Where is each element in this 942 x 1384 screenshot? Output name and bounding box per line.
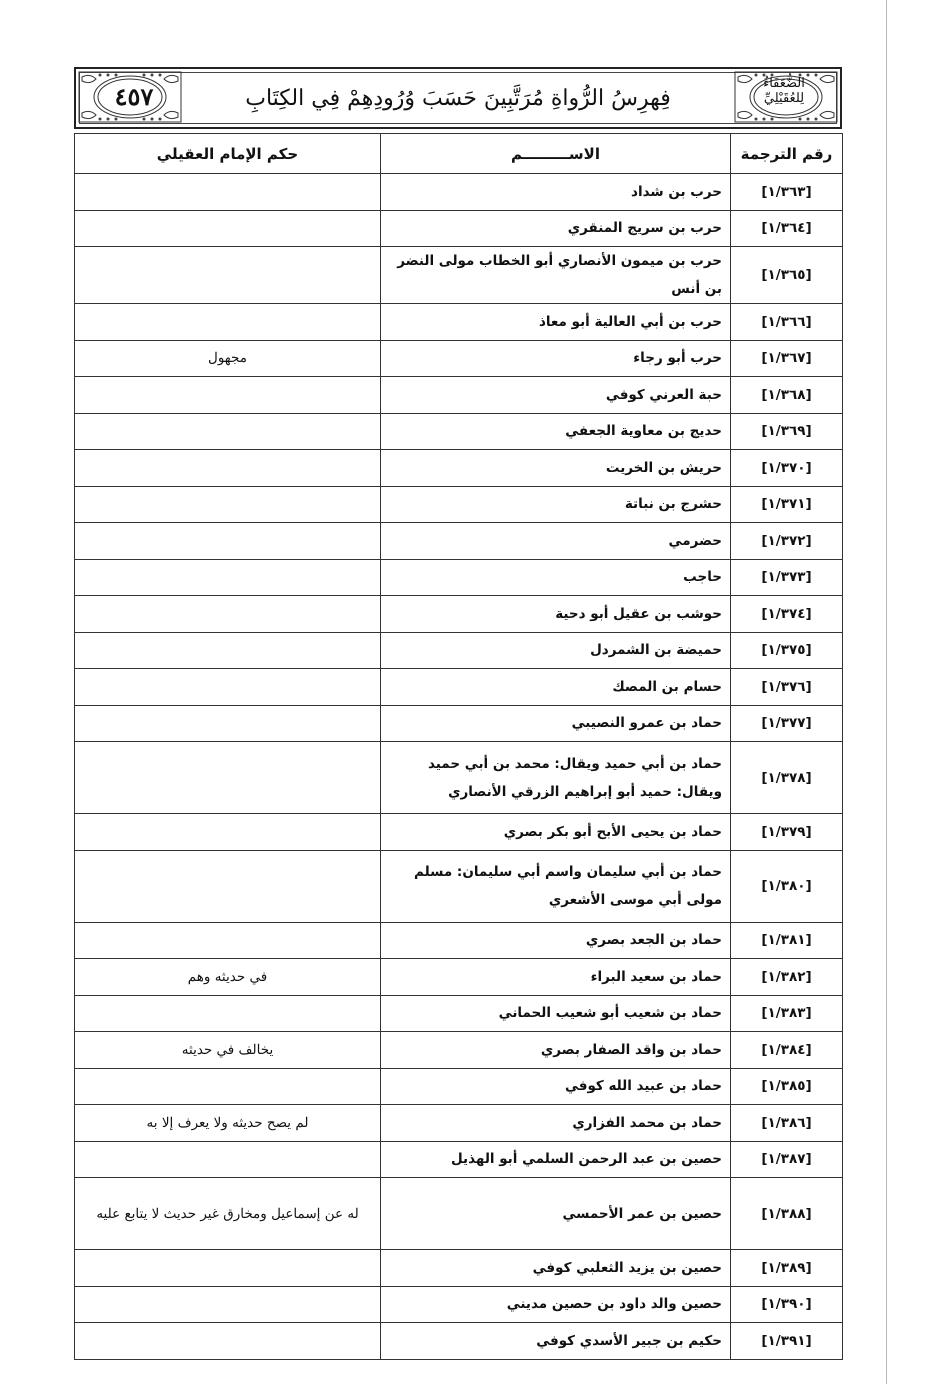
- ruling-text: [75, 304, 381, 341]
- entry-number: [١/٣٨١]: [731, 922, 843, 959]
- ruling-text: [75, 995, 381, 1032]
- entry-number: [١/٣٦٩]: [731, 413, 843, 450]
- entry-number: [١/٣٧١]: [731, 486, 843, 523]
- narrator-name: حصين والد داود بن حصين مديني: [381, 1286, 731, 1323]
- ruling-text: [75, 247, 381, 304]
- page-title: فِهرِسُ الرُّواةِ مُرَتَّبِينَ حَسَبَ وُرُودِهِمْ فِي الكِتَابِ: [245, 86, 671, 111]
- ruling-text: [75, 486, 381, 523]
- narrator-name: حسام بن المصك: [381, 669, 731, 706]
- table-row: [75, 1178, 843, 1250]
- ruling-text: [75, 210, 381, 247]
- narrator-name: حماد بن عبيد الله كوفي: [381, 1068, 731, 1105]
- ruling-text: [75, 850, 381, 922]
- ruling-text: [75, 1141, 381, 1178]
- narrators-index-table: [74, 133, 843, 1360]
- ruling-text: مجهول: [75, 340, 381, 377]
- entry-number: [١/٣٦٥]: [731, 247, 843, 304]
- entry-number: [١/٣٨٠]: [731, 850, 843, 922]
- table-row: [75, 1068, 843, 1105]
- entry-number: [١/٣٨٩]: [731, 1250, 843, 1287]
- narrator-name: حكيم بن جبير الأسدي كوفي: [381, 1323, 731, 1360]
- entry-number: [١/٣٧٦]: [731, 669, 843, 706]
- table-row: [75, 340, 843, 377]
- entry-number: [١/٣٧٠]: [731, 450, 843, 487]
- ruling-text: لم يصح حديثه ولا يعرف إلا به: [75, 1105, 381, 1142]
- table-row: [75, 1286, 843, 1323]
- narrator-name: حصين بن يزيد الثعلبي كوفي: [381, 1250, 731, 1287]
- entry-number: [١/٣٧٤]: [731, 596, 843, 633]
- ruling-text: [75, 1250, 381, 1287]
- book-stamp: الضُّعَفَاءُ لِلعُقَيْلِيِّ: [763, 76, 805, 106]
- table-row: [75, 304, 843, 341]
- page-edge-rule: [886, 0, 887, 1384]
- entry-number: [١/٣٨٦]: [731, 1105, 843, 1142]
- table-row: [75, 377, 843, 414]
- ruling-text: [75, 1068, 381, 1105]
- table-row: [75, 850, 843, 922]
- table-row: [75, 1141, 843, 1178]
- table-row: [75, 1105, 843, 1142]
- column-header-ruling: حكم الإمام العقيلي: [75, 134, 381, 174]
- entry-number: [١/٣٧٩]: [731, 814, 843, 851]
- table-row: [75, 814, 843, 851]
- page-header: [74, 67, 842, 129]
- narrator-name: حرب بن شداد: [381, 174, 731, 211]
- ruling-text: له عن إسماعيل ومخارق غير حديث لا يتابع عليه: [75, 1178, 381, 1250]
- entry-number: [١/٣٦٧]: [731, 340, 843, 377]
- entry-number: [١/٣٧٨]: [731, 742, 843, 814]
- ruling-text: [75, 523, 381, 560]
- narrator-name: حشرج بن نباتة: [381, 486, 731, 523]
- entry-number: [١/٣٧٧]: [731, 705, 843, 742]
- entry-number: [١/٣٧٢]: [731, 523, 843, 560]
- ruling-text: [75, 413, 381, 450]
- entry-number: [١/٣٨٥]: [731, 1068, 843, 1105]
- ruling-text: [75, 632, 381, 669]
- ruling-text: [75, 1286, 381, 1323]
- table-row: [75, 669, 843, 706]
- narrator-name: حوشب بن عقيل أبو دحية: [381, 596, 731, 633]
- narrator-name: حماد بن عمرو النصيبي: [381, 705, 731, 742]
- table-row: [75, 486, 843, 523]
- entry-number: [١/٣٦٦]: [731, 304, 843, 341]
- narrator-name: حرب بن ميمون الأنصاري أبو الخطاب مولى النضر بن أنس: [381, 247, 731, 304]
- table-row: [75, 1032, 843, 1069]
- table-row: [75, 632, 843, 669]
- ruling-text: [75, 596, 381, 633]
- ruling-text: [75, 174, 381, 211]
- ruling-text: [75, 705, 381, 742]
- narrator-name: حرب بن سريج المنقري: [381, 210, 731, 247]
- entry-number: [١/٣٨٣]: [731, 995, 843, 1032]
- table-row: [75, 559, 843, 596]
- ruling-text: [75, 922, 381, 959]
- narrator-name: حرب بن أبي العالية أبو معاذ: [381, 304, 731, 341]
- entry-number: [١/٣٨٨]: [731, 1178, 843, 1250]
- narrator-name: حديج بن معاوية الجعفي: [381, 413, 731, 450]
- table-row: [75, 210, 843, 247]
- narrator-name: حميضة بن الشمردل: [381, 632, 731, 669]
- narrator-name: حماد بن واقد الصفار بصري: [381, 1032, 731, 1069]
- ruling-text: [75, 814, 381, 851]
- table-row: [75, 596, 843, 633]
- table-row: [75, 995, 843, 1032]
- narrator-name: حماد بن أبي سليمان واسم أبي سليمان: مسلم مولى أبي موسى الأشعري: [381, 850, 731, 922]
- ruling-text: في حديثه وهم: [75, 959, 381, 996]
- narrator-name: حماد بن شعيب أبو شعيب الحماني: [381, 995, 731, 1032]
- narrator-name: حصين بن عمر الأحمسي: [381, 1178, 731, 1250]
- entry-number: [١/٣٧٥]: [731, 632, 843, 669]
- ruling-text: يخالف في حديثه: [75, 1032, 381, 1069]
- narrator-name: حضرمي: [381, 523, 731, 560]
- narrator-name: حصين بن عبد الرحمن السلمي أبو الهذيل: [381, 1141, 731, 1178]
- entry-number: [١/٣٦٨]: [731, 377, 843, 414]
- ruling-text: [75, 1323, 381, 1360]
- entry-number: [١/٣٨٢]: [731, 959, 843, 996]
- narrator-name: حرب أبو رجاء: [381, 340, 731, 377]
- narrator-name: حماد بن سعيد البراء: [381, 959, 731, 996]
- entry-number: [١/٣٩١]: [731, 1323, 843, 1360]
- ruling-text: [75, 450, 381, 487]
- table-row: [75, 1250, 843, 1287]
- narrator-name: حريش بن الخريت: [381, 450, 731, 487]
- table-row: [75, 1323, 843, 1360]
- entry-number: [١/٣٦٣]: [731, 174, 843, 211]
- table-row: [75, 742, 843, 814]
- table-header-row: [75, 134, 843, 174]
- narrator-name: حماد بن أبي حميد ويقال: محمد بن أبي حميد ويقال: حميد أبو إبراهيم الزرقي الأنصاري: [381, 742, 731, 814]
- entry-number: [١/٣٧٣]: [731, 559, 843, 596]
- narrator-name: حماد بن يحيى الأبح أبو بكر بصري: [381, 814, 731, 851]
- table-row: [75, 922, 843, 959]
- entry-number: [١/٣٨٤]: [731, 1032, 843, 1069]
- column-header-name: الاســـــــــم: [381, 134, 731, 174]
- page-number: ٤٥٧: [114, 82, 154, 111]
- table-row: [75, 959, 843, 996]
- ruling-text: [75, 742, 381, 814]
- narrator-name: حاجب: [381, 559, 731, 596]
- narrator-name: حبة العرني كوفي: [381, 377, 731, 414]
- ruling-text: [75, 559, 381, 596]
- ruling-text: [75, 669, 381, 706]
- table-row: [75, 705, 843, 742]
- ruling-text: [75, 377, 381, 414]
- entry-number: [١/٣٩٠]: [731, 1286, 843, 1323]
- table-row: [75, 413, 843, 450]
- column-header-number: رقم الترجمة: [731, 134, 843, 174]
- narrator-name: حماد بن محمد الفزاري: [381, 1105, 731, 1142]
- entry-number: [١/٣٨٧]: [731, 1141, 843, 1178]
- table-row: [75, 247, 843, 304]
- table-row: [75, 450, 843, 487]
- narrator-name: حماد بن الجعد بصري: [381, 922, 731, 959]
- table-row: [75, 174, 843, 211]
- table-row: [75, 523, 843, 560]
- entry-number: [١/٣٦٤]: [731, 210, 843, 247]
